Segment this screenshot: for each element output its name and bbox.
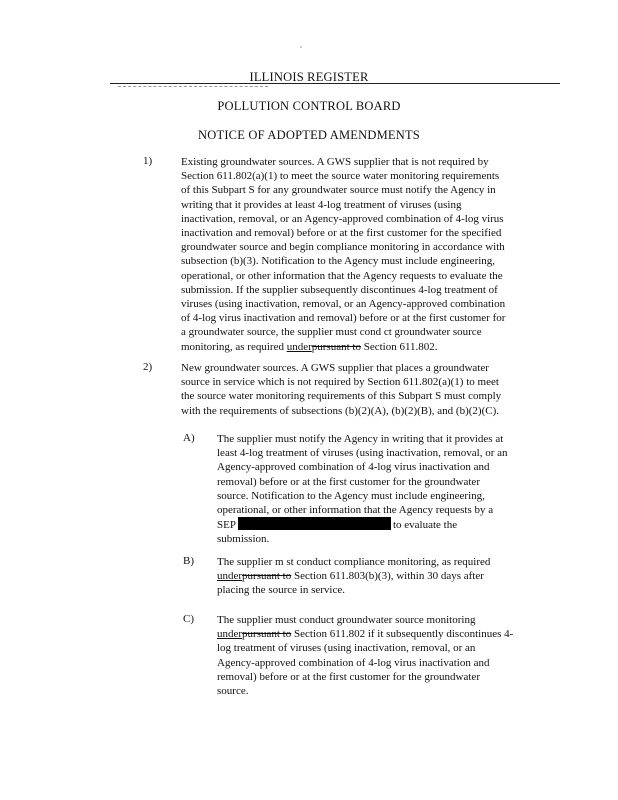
text-fragment: SEP [217, 519, 236, 532]
item-a-number: A) [183, 432, 195, 444]
text-line: Agency-approved combination of 4-log virus inactivation and [217, 656, 490, 669]
item-1-number: 1) [143, 155, 153, 167]
text-line: least 4-log treatment of viruses (using inactivation, removal, or an [217, 447, 508, 460]
text-line: New groundwater sources. A GWS supplier that places a groundwater [181, 362, 489, 374]
text-line: subsection (b)(3). Notification to the Agency must include engineering, [181, 255, 496, 268]
text-line: log treatment of viruses (using inactivation, removal, or an [217, 642, 476, 655]
text-line: Agency-approved combination of 4-log virus inactivation and [217, 461, 490, 474]
text-line: The supplier must notify the Agency in writing that it provides at [217, 433, 504, 445]
register-title: ILLINOIS REGISTER [249, 70, 369, 84]
text-line: Existing groundwater sources. A GWS supplier that is not required by [181, 156, 489, 168]
item-a-paragraph [217, 432, 552, 547]
text-line: operational, or other information that the Agency requests by a [217, 504, 494, 517]
deleted-text: pursuant to [242, 570, 292, 583]
text-line-with-redaction [217, 517, 552, 532]
text-fragment: Section 611.802 if it subsequently discontinues 4- [291, 628, 514, 641]
text-line: The supplier must conduct groundwater source monitoring [217, 614, 476, 626]
text-line: of 4-log virus inactivation and removal) before or at the first customer for [181, 312, 506, 325]
text-line: Section 611.802(a)(1) to meet the source water monitoring requirements [181, 170, 500, 183]
text-line: inactivation, removal, or an Agency-approved combination of 4-log virus [181, 212, 504, 225]
text-fragment: to evaluate the [392, 519, 458, 532]
header-rule-artifact [118, 86, 268, 87]
inserted-text: under [286, 340, 312, 353]
text-line: with the requirements of subsections (b)(2)(A), (b)(2)(B), and (b)(2)(C). [181, 404, 499, 417]
text-line: removal) before or at the first customer for the groundwater [217, 475, 480, 488]
item-2-paragraph [181, 361, 551, 418]
item-1-paragraph [181, 155, 551, 354]
text-line: inactivation and removal) before or at the first customer for the specified [181, 227, 502, 240]
text-line: The supplier m st conduct compliance monitoring, as required [217, 556, 491, 568]
text-fragment: monitoring, as required [181, 340, 287, 353]
inserted-text: under [217, 570, 243, 583]
item-b-number: B) [183, 555, 194, 567]
deleted-text: pursuant to [311, 340, 361, 353]
notice-title: NOTICE OF ADOPTED AMENDMENTS [198, 128, 420, 142]
item-b-paragraph [217, 555, 552, 598]
text-line: of this Subpart S for any groundwater source must notify the Agency in [181, 184, 496, 197]
board-title: POLLUTION CONTROL BOARD [217, 99, 401, 113]
text-fragment: Section 611.803(b)(3), within 30 days after [291, 570, 484, 583]
text-line-with-amendment [217, 569, 552, 583]
text-line-with-amendment [181, 340, 551, 354]
text-line: submission. If the supplier subsequently discontinues 4-log treatment of [181, 283, 498, 296]
text-line: source in service which is not required by Section 611.802(a)(1) to meet [181, 376, 499, 389]
text-line: operational, or other information that the Agency requests to evaluate the [181, 269, 503, 282]
text-fragment: Section 611.802. [360, 340, 438, 353]
text-line: source. [217, 685, 249, 698]
text-line: source. Notification to the Agency must include engineering, [217, 489, 485, 502]
deleted-text: pursuant to [242, 628, 292, 641]
header-rule [110, 83, 560, 84]
text-line: the source water monitoring requirements of this Subpart S must comply [181, 390, 502, 403]
text-line: a groundwater source, the supplier must cond ct groundwater source [181, 326, 482, 339]
item-c-paragraph [217, 613, 552, 698]
text-line: groundwater source and begin compliance monitoring in accordance with [181, 241, 505, 254]
text-line: submission. [217, 533, 270, 546]
text-line: viruses (using inactivation, removal, or an Agency-approved combination [181, 298, 506, 311]
item-2-number: 2) [143, 361, 153, 373]
item-c-number: C) [183, 613, 194, 625]
text-line-with-amendment [217, 627, 552, 641]
text-line: writing that it provides at least 4-log treatment of viruses (using [181, 198, 462, 211]
text-line: placing the source in service. [217, 584, 345, 597]
redaction-bar [238, 517, 391, 530]
scan-speck [300, 46, 302, 48]
text-line: removal) before or at the first customer for the groundwater [217, 670, 480, 683]
inserted-text: under [217, 628, 243, 641]
